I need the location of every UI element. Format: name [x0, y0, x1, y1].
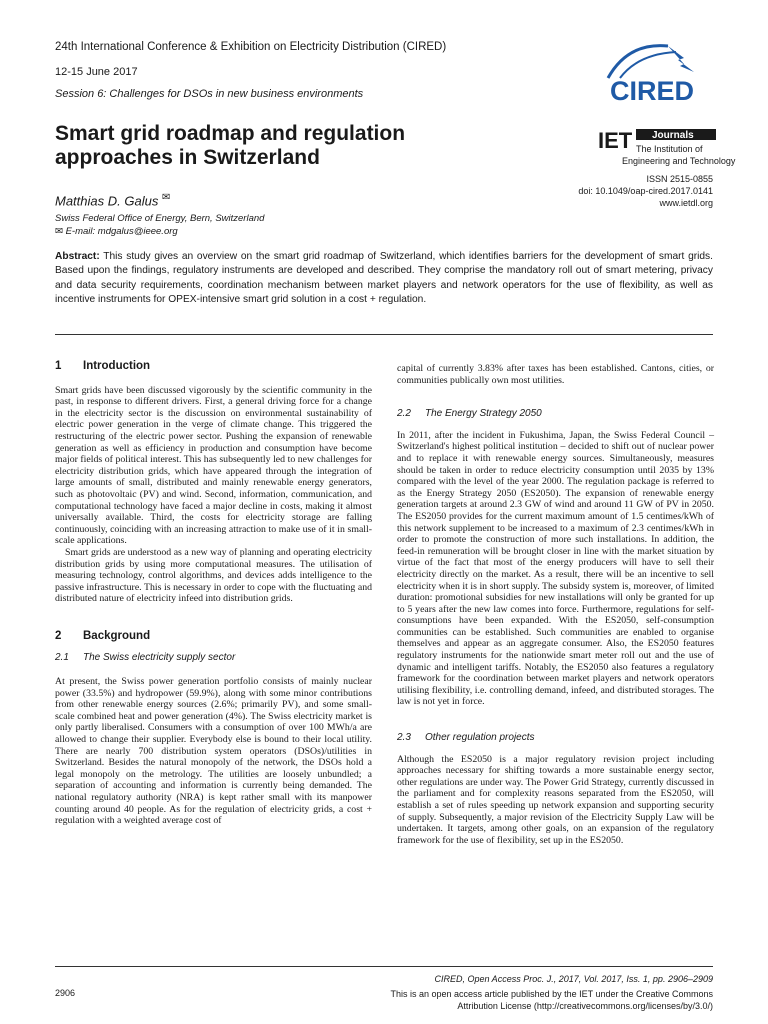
author-name: Matthias D. Galus — [55, 193, 159, 209]
journal-citation: CIRED, Open Access Proc. J., 2017, Vol. 2017, Iss. 1, pp. 2906–2909 — [434, 974, 713, 984]
cired-wordmark: CIRED — [610, 76, 695, 106]
section-2-heading — [55, 631, 372, 643]
paper-title: Smart grid roadmap and regulation approaches in Switzerland — [55, 122, 406, 169]
license-line-2[interactable]: Attribution License (http://creativecommons.org/licenses/by/3.0/) — [457, 1001, 713, 1011]
left-column — [55, 361, 372, 827]
envelope-icon: ✉ — [161, 192, 171, 203]
author-line — [55, 192, 170, 208]
right-column — [397, 363, 714, 846]
subsection-2-2-heading — [397, 408, 714, 420]
abstract-label: Abstract: — [55, 251, 100, 262]
section-1-heading — [55, 361, 372, 373]
cired-logo — [598, 40, 716, 104]
abstract-text: This study gives an overview on the smart grid roadmap of Switzerland, which identifies barriers for the development of smart grids. Based upon the findings, regulatory instruments are developed and described. They comprise the mandatory roll out of smart metering, privacy and data security requirements, coordination mechanism between market players and network operators for the use of flexibility, as well as incentive instruments for OPEX-intensive smart grid solution in a cost + regulation. — [55, 251, 713, 306]
section-number: 1 — [55, 360, 62, 372]
section-title: Background — [83, 629, 151, 642]
paragraph: Smart grids are understood as a new way of planning and operating electricity distribution grids by using more computational measures. The utilisation of measuring technology, control algorithms, and devices adds intelligence to the passive infrastructure. This is necessary in order to cope with the fluctuating and distributed nature of electricity infeed into distribution grids. — [55, 546, 372, 605]
iet-logo — [598, 128, 736, 168]
cired-logo-graphic — [598, 40, 716, 104]
subsection-title: The Swiss electricity supply sector — [83, 652, 236, 664]
abstract-divider — [55, 334, 713, 335]
license-line-1: This is an open access article published by the IET under the Creative Commons — [390, 989, 713, 999]
journals-label: Journals — [652, 130, 694, 141]
iet-line-1: The Institution of — [636, 144, 703, 154]
page-number: 2906 — [55, 988, 76, 998]
session-title: Session 6: Challenges for DSOs in new business environments — [55, 88, 364, 100]
subsection-number: 2.3 — [397, 732, 411, 744]
license-notice — [391, 988, 714, 1012]
issn: ISSN 2515-0855 — [646, 174, 713, 184]
iet-wordmark: IET — [598, 128, 633, 153]
subsection-2-3-heading — [397, 732, 714, 744]
iet-logo-graphic — [598, 128, 736, 170]
author-email[interactable]: ✉ E-mail: mdgalus@ieee.org — [55, 226, 178, 237]
doi: doi: 10.1049/oap-cired.2017.0141 — [578, 186, 713, 196]
paragraph: Smart grids have been discussed vigorously by the scientific community in the past, in response to different drivers. First, a general driving force for a change in the electricity sector is the discussion on environmental sustainability of electric power generation in the verge of climate change. This triggered the restructuring of the electric power sector. Pushing the expansion of renewable generation as well as efficiency in production and consumption have become major fields of political interest. This has subsequently led to new challenges for electricity distribution grids, which have appeared through the integration of large amounts of small, distributed and mainly renewable energy generators, such as photovoltaic (PV) and wind. Second, information, communication, and computational technology have faced a major decline in costs, making it almost universally available. Third, the costs for electricity storage are falling continuously, coinciding with an increasing attraction to make use of it in small-scale applications. — [55, 384, 372, 547]
subsection-number: 2.1 — [55, 652, 69, 664]
affiliation: Swiss Federal Office of Energy, Bern, Switzerland — [55, 213, 265, 224]
paragraph: At present, the Swiss power generation portfolio consists of mainly nuclear power (33.5%) and hydropower (59.9%), along with some minor contributions from other renewable energy sources (2.6%; primarily PV), and some small-scale combined heat and power generation (4%). The Swiss electricity market is only partly liberalised. Consumers with a consumption of over 100 MWh/a are allowed to change their supplier. Everybody else is bound to their local utility. There are nearly 700 distribution system operators (DSOs)/utilities in Switzerland. Besides the natural monopoly of the network, the DSOs hold a legal monopoly on the metrology. The utilities are loosely unbundled; a separation of accounting and information is currently being demanded. The national regulatory authority (NRA) is kept rather small with its manpower counting around 40 people. As for the regulation of electricity grids, a cost + regulation with a weighted average cost of — [55, 676, 372, 827]
subsection-title: Other regulation projects — [425, 732, 535, 744]
conference-name: 24th International Conference & Exhibition on Electricity Distribution (CIRED) — [55, 41, 447, 53]
footer-divider — [55, 966, 713, 967]
journal-url[interactable]: www.ietdl.org — [659, 198, 713, 208]
abstract — [55, 250, 713, 308]
paragraph: In 2011, after the incident in Fukushima, Japan, the Swiss Federal Council – Switzerland's highest political institution – decided to shift out of nuclear power and to replace it with renewable energy sources. Simultaneously, measures should be taken in order to reduce electricity consumption until 2035 by 13% compared with the level of the year 2000. The regulation package is referred to as the Energy Strategy 2050 (ES2050). The expansion of renewable energy generation targets at around 2.3 GW of wind and around 11 GW of PV in 2050. The ES2050 provides for the current maximum amount of 1.5 centimes/kWh of this network supplement to be increased to a maximum of 2.3 centimes/kWh in order to promote the construction of more such installations. In addition, the feed-in remuneration will be brought closer in line with the market situation by virtue of the fact that most of the energy producers will have to sell their electricity directly on the market. As a result, there will be an incentive to sell electricity when it is in short supply. The subsidy system is, moreover, of limited duration: promotional subsidies for new installations will only be granted for up to 5 years after the new law comes into force. Furthermore, regulations for self-consumptions have been expanded. With the ES2050, self-consumption communities can be established. Such communities are enabled to organise themselves and appear as an aggregate consumer. Also, the ES2050 features regulatory instruments for the nationwide smart meter roll out and the use of dynamic and intelligent tariffs. Notably, the ES2050 also features a regulatory framework for the coordination between market players and network operators utilising flexibility, i.e. controlling demand, infeed, and distributed storages. The law is not yet in force. — [397, 429, 714, 708]
iet-line-2: Engineering and Technology — [622, 156, 736, 166]
subsection-2-1-heading — [55, 652, 372, 664]
conference-dates: 12-15 June 2017 — [55, 66, 138, 78]
section-number: 2 — [55, 629, 62, 642]
publication-info — [578, 173, 713, 209]
subsection-number: 2.2 — [397, 408, 411, 420]
paragraph: Although the ES2050 is a major regulatory revision project including approaches necessary for shifting towards a more sustainable energy sector, other regulations are under way. The Power Grid Strategy, currently discussed in the parliament and for complexity reasons separated from the ES2050, will establish a set of rules speeding up network expansion and supporting security of supply. Subsequently, a major revision of the Electricity Supply Law will be undertaken. It targets, among other goals, on an expansion of the regulatory framework for the use of flexibility, set up in the ES2050. — [397, 753, 714, 846]
section-title: Introduction — [83, 360, 151, 372]
subsection-title: The Energy Strategy 2050 — [425, 408, 542, 420]
paragraph: capital of currently 3.83% after taxes has been established. Cantons, cities, or communities publically own most utilities. — [397, 363, 714, 386]
